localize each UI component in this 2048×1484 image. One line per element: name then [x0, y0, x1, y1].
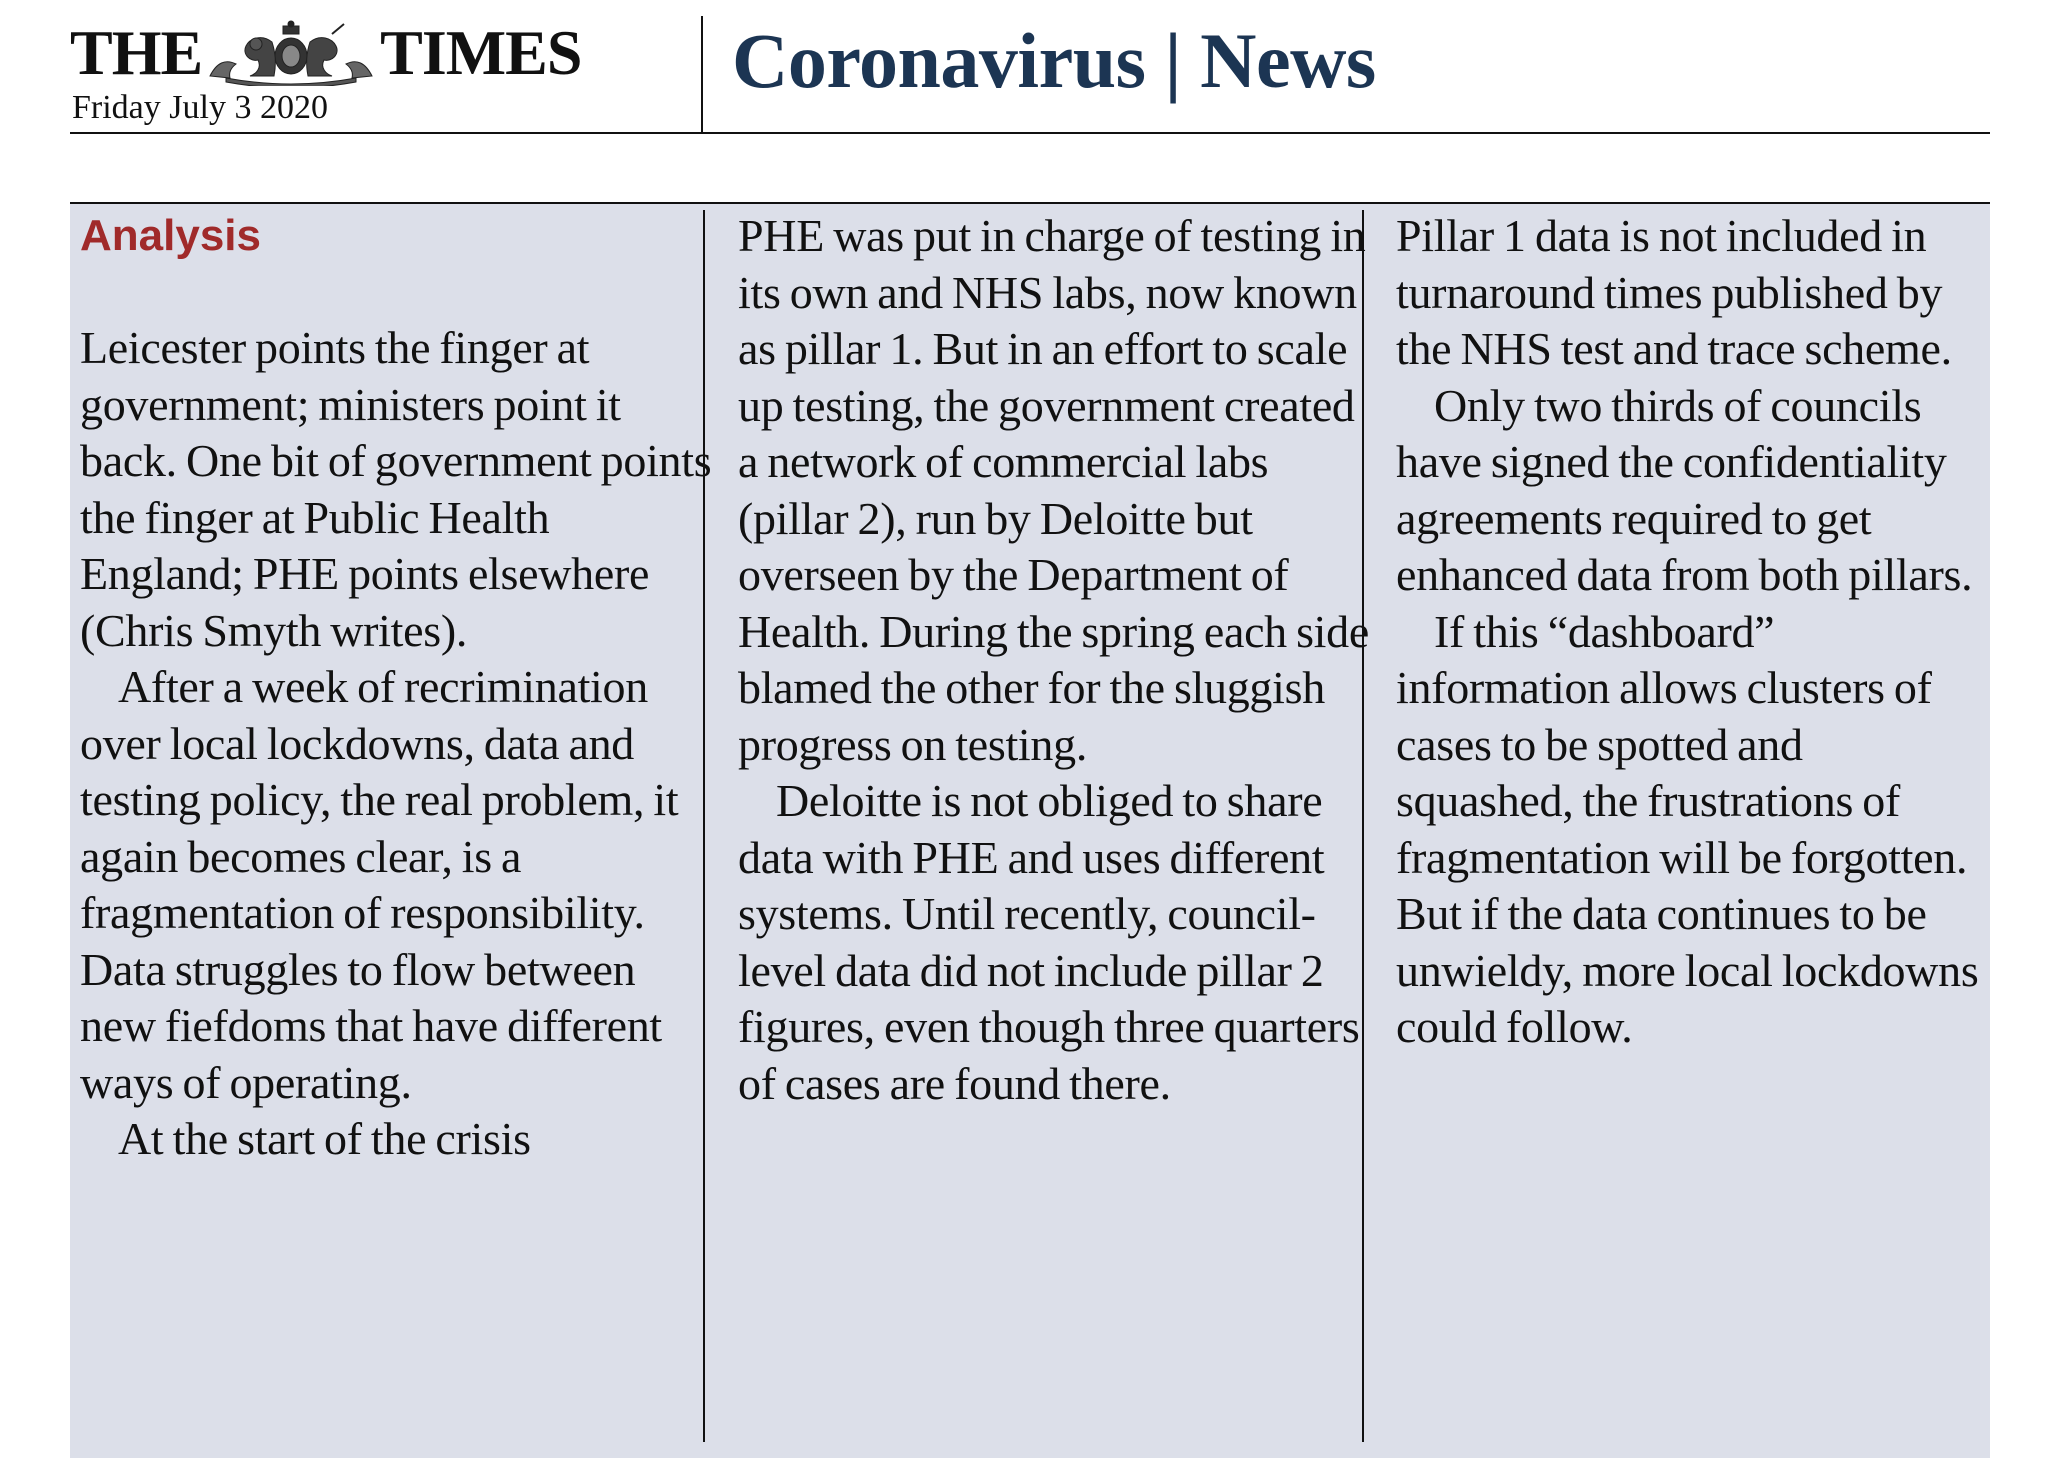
- paragraph: Pillar 1 data is not included in turnaround times published by the NHS test and trace scheme.: [1396, 210, 1952, 374]
- paragraph: At the start of the crisis: [118, 1113, 531, 1164]
- article-column-1: [80, 204, 720, 1448]
- paragraph: Only two thirds of councils have signed the confidentiality agreements required to get enhanced data from both pillars.: [1396, 379, 1973, 600]
- masthead: [70, 14, 1990, 134]
- article-column-3: [1396, 204, 1986, 1448]
- issue-date: Friday July 3 2020: [72, 89, 328, 126]
- section-title: Coronavirus | News: [732, 17, 1376, 104]
- analysis-article: [70, 202, 1990, 1458]
- the-times-logo: [70, 17, 582, 88]
- royal-crest-icon: [206, 20, 376, 86]
- paragraph: PHE was put in charge of testing in its own and NHS labs, now known as pillar 1. But in an effort to scale up testing, the government created a network of commercial labs (pillar 2), run by Deloitte but overseen by the Department of Health. During the spring each side blamed the other for the sluggish progress on testing.: [738, 210, 1369, 770]
- article-kicker: Analysis: [80, 211, 261, 260]
- article-column-2: [738, 204, 1376, 1448]
- masthead-divider: [701, 16, 703, 132]
- paragraph: Leicester points the finger at government; ministers point it back. One bit of government points the finger at Public Health England; PHE points elsewhere (Chris Smyth writes).: [80, 322, 712, 656]
- logo-word-the: THE: [70, 17, 203, 88]
- paragraph: If this “dashboard” information allows clusters of cases to be spotted and squashed, the frustrations of fragmentation will be forgotten. But if the data continues to be unwieldy, more local lockdowns could follow.: [1396, 605, 1979, 1052]
- logo-word-times: TIMES: [380, 17, 582, 88]
- brand: [70, 14, 710, 132]
- paragraph: Deloitte is not obliged to share data with PHE and uses different systems. Until recently, council-level data did not include pillar 2 figures, even though three quarters of cases are found there.: [738, 775, 1360, 1109]
- paragraph: After a week of recrimination over local lockdowns, data and testing policy, the real problem, it again becomes clear, is a fragmentation of responsibility. Data struggles to flow between new fiefdoms that have different ways of operating.: [80, 661, 679, 1108]
